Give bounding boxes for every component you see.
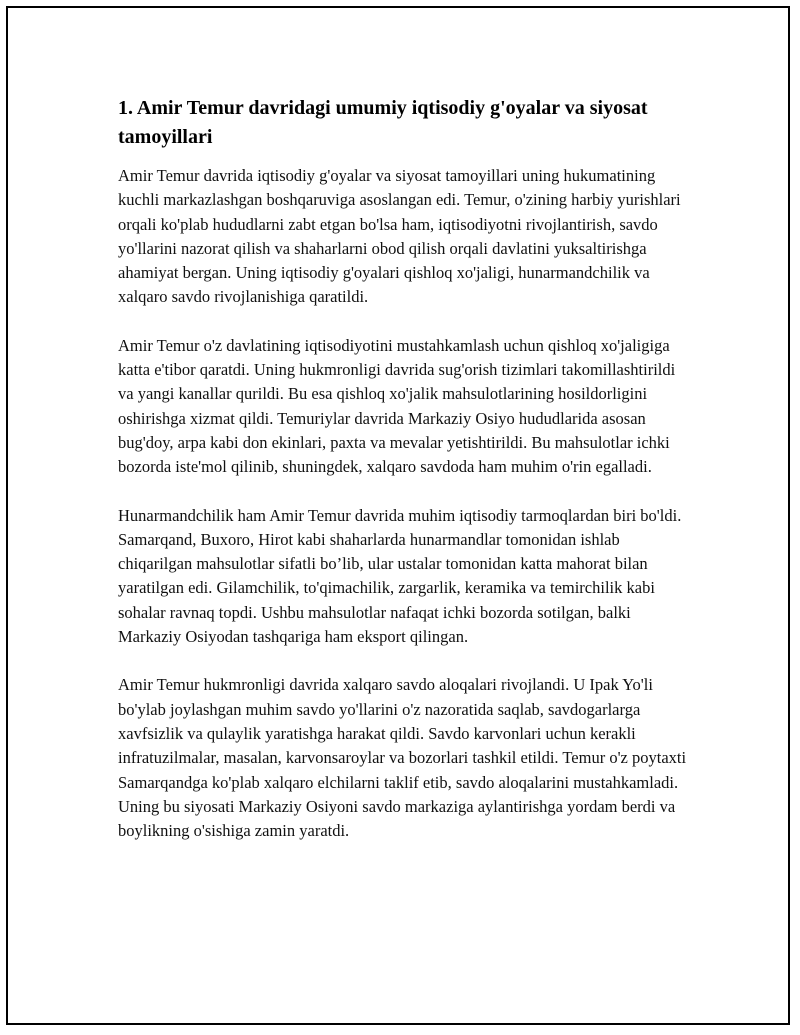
paragraph-agriculture: Amir Temur o'z davlatining iqtisodiyotini mustahkamlash uchun qishloq xo'jaligiga katta e'tibor qaratdi. Uning hukmronligi davrida sug'orish tizimlari takomillashtirildi va yangi kanallar qurildi. Bu esa qishloq xo'jalik mahsulotlarining hosildorligini oshirishga xizmat qildi. Temuriylar davrida Markaziy Osiyo hududlarida asosan bug'doy, arpa kabi don ekinlari, paxta va mevalar yetishtirildi. Bu mahsulotlar ichki bozorda iste'mol qilinib, shuningdek, xalqaro savdoda ham muhim o'rin egalladi. bbox=[118, 335, 676, 477]
paragraph-trade: Amir Temur hukmronligi davrida xalqaro savdo aloqalari rivojlandi. U Ipak Yo'li bo'ylab joylashgan muhim savdo yo'llarini o'z nazoratida saqlab, savdogarlarga xavfsizlik va qulaylik yaratishga harakat qildi. Savdo karvonlari uchun kerakli infratuzilmalar, masalan, karvonsaroylar va bozorlari tashkil etildi. Temur o'z poytaxti Samarqandga ko'plab xalqaro elchilarni taklif etib, savdo aloqalarini mustahkamladi. Uning bu siyosati Markaziy Osiyoni savdo markaziga aylantirishga yordam berdi va boylikning o'sishiga zamin yaratdi. bbox=[118, 675, 687, 841]
paragraph-agriculture-intro: Amir Temur davrida iqtisodiy g'oyalar va siyosat tamoyillari uning hukumatining kuchli markazlashgan boshqaruviga asoslangan edi. Temur, o'zining harbiy yurishlari orqali ko'plab hududlarni zabt etgan bo'lsa ham, iqtisodiyotni rivojlantirish, savdo yo'llarini nazorat qilish va shaharlarni obod qilish orqali davlatini yuksaltirishga ahamiyat bergan. Uning iqtisodiy g'oyalari qishloq xo'jaligi, hunarmandchilik va xalqaro savdo rivojlanishiga qaratildi. bbox=[118, 166, 681, 307]
section-heading: 1. Amir Temur davridagi umumiy iqtisodiy g'oyalar va siyosat tamoyillari bbox=[118, 97, 648, 148]
paragraph-handicraft: Hunarmandchilik ham Amir Temur davrida muhim iqtisodiy tarmoqlardan biri bo'ldi. Samarqand, Buxoro, Hirot kabi shaharlarda hunarmandlar tomonidan ishlab chiqarilgan mahsulotlar sifatli bo’lib, ular ustalar tomonidan katta mahorat bilan yaratilgan edi. Gilamchilik, to'qimachilik, zargarlik, keramika va temirchilik kabi sohalar ravnaq topdi. Ushbu mahsulotlar nafaqat ichki bozorda sotilgan, balki Markaziy Osiyodan tashqariga ham eksport qilingan. bbox=[118, 505, 682, 647]
document-body bbox=[118, 94, 690, 867]
